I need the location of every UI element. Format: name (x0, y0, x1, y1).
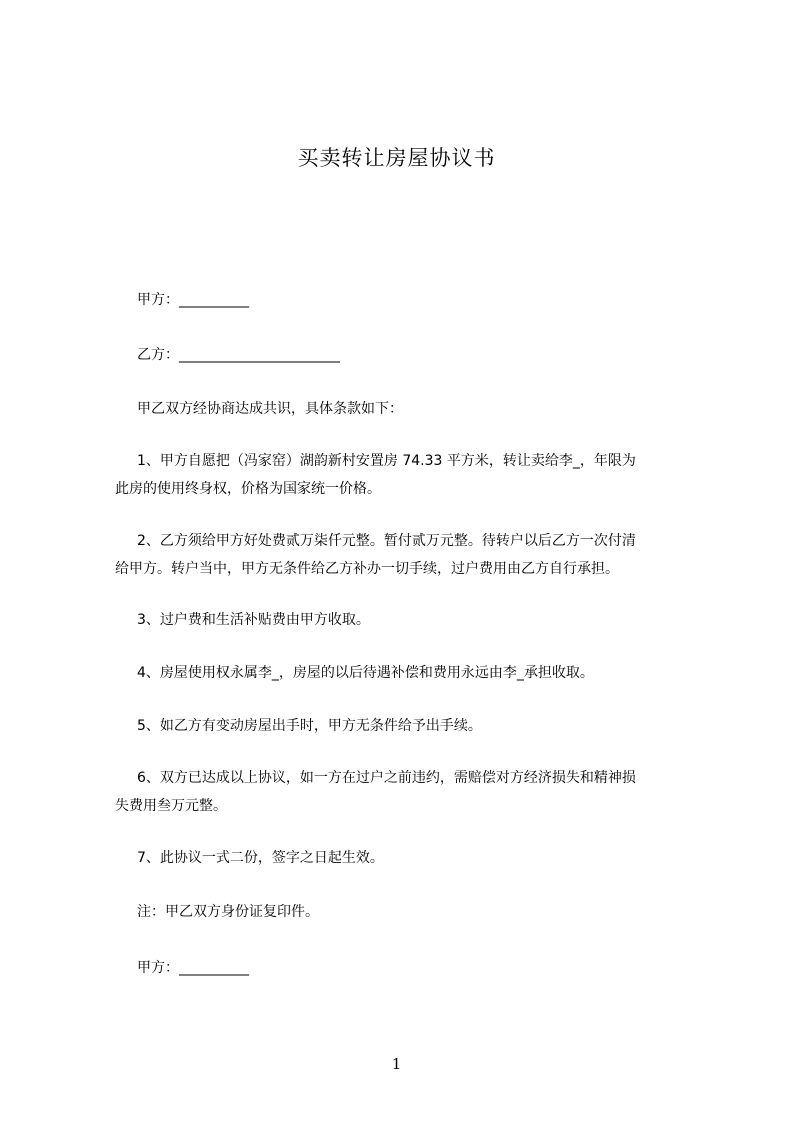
clause-5: 5、如乙方有变动房屋出手时，甲方无条件给予出手续。 (137, 718, 482, 734)
party-b-line: 乙方：_______________________ (137, 347, 340, 363)
clause-4: 4、房屋使用权永属李_，房屋的以后待遇补偿和费用永远由李_承担收取。 (137, 665, 594, 681)
intro-paragraph: 甲乙双方经协商达成共识，具体条款如下： (137, 401, 403, 417)
document-title: 买卖转让房屋协议书 (297, 146, 496, 170)
clause-7: 7、此协议一式二份，签字之日起生效。 (137, 850, 384, 866)
page-number: 1 (391, 1055, 402, 1073)
note-line: 注：甲乙双方身份证复印件。 (137, 904, 319, 920)
clause-3: 3、过户费和生活补贴费由甲方收取。 (137, 612, 370, 628)
clause-6: 6、双方已达成以上协议，如一方在过户之前违约，需赔偿对方经济损失和精神损 失费用叁万元整。 (115, 770, 636, 814)
clause-1: 1、甲方自愿把（冯家窑）湖韵新村安置房 74.33 平方米，转让卖给李_，年限为 此房的使用终身权，价格为国家统一价格。 (115, 453, 636, 497)
party-a-line: 甲方：__________ (137, 292, 249, 308)
party-a-signature-line: 甲方：__________ (137, 960, 249, 976)
clause-2: 2、乙方须给甲方好处费贰万柒仟元整。暂付贰万元整。待转户以后乙方一次付清 给甲方。转户当中，甲方无条件给乙方补办一切手续，过户费用由乙方自行承担。 (115, 533, 636, 577)
